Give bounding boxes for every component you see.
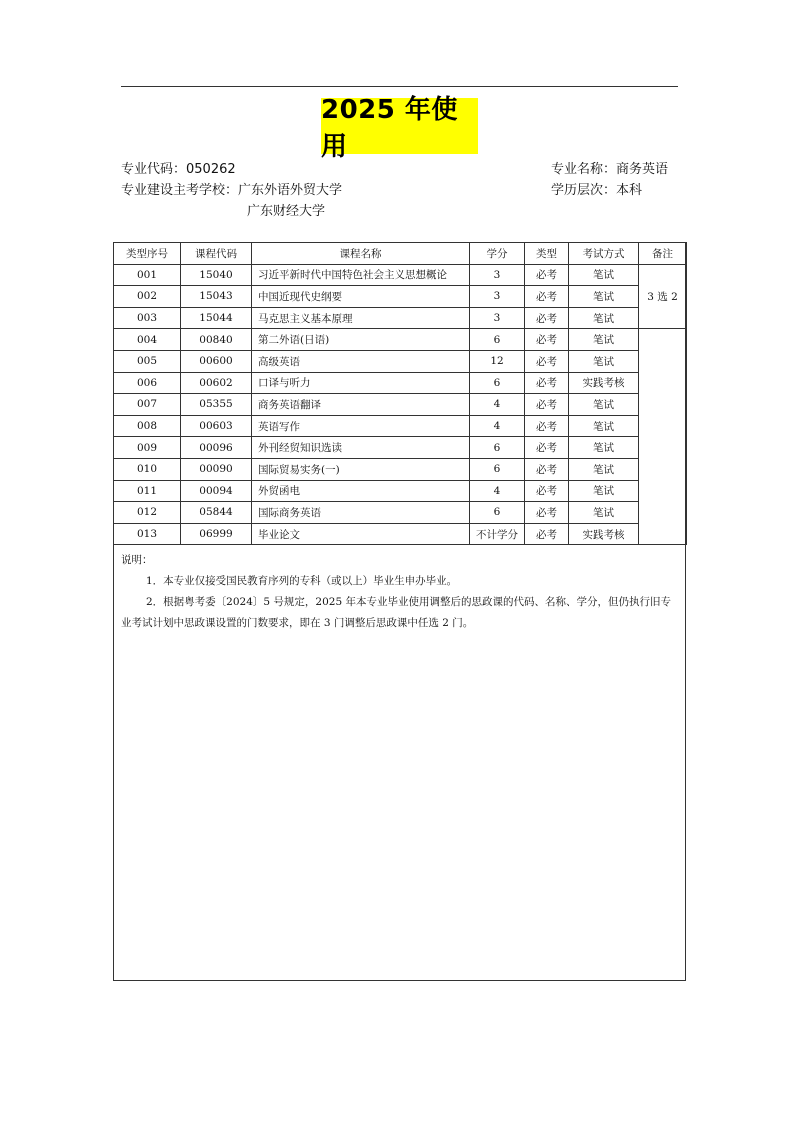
cell-no: 009 [114,437,181,459]
cell-code: 15040 [181,264,252,286]
cell-no: 008 [114,415,181,437]
table-row [114,264,687,286]
cell-code: 00096 [181,437,252,459]
table-row [114,350,687,372]
meta-right [551,160,668,202]
table-row [114,415,687,437]
cell-name: 中国近现代史纲要 [252,286,470,308]
cell-name: 口译与听力 [252,372,470,394]
cell-type: 必考 [525,329,569,351]
table-row [114,437,687,459]
cell-credit: 3 [470,307,525,329]
cell-name: 马克思主义基本原理 [252,307,470,329]
cell-code: 15044 [181,307,252,329]
cell-type: 必考 [525,437,569,459]
header-exam: 考试方式 [569,243,639,265]
cell-type: 必考 [525,415,569,437]
main-school: 专业建设主考学校：广东外语外贸大学 [121,183,343,198]
cell-name: 外刊经贸知识选读 [252,437,470,459]
cell-exam: 笔试 [569,480,639,502]
cell-no: 004 [114,329,181,351]
cell-code: 00600 [181,350,252,372]
cell-credit: 6 [470,502,525,524]
cell-credit: 12 [470,350,525,372]
header-code: 课程代码 [181,243,252,265]
cell-no: 003 [114,307,181,329]
cell-code: 06999 [181,523,252,545]
header-no: 类型序号 [114,243,181,265]
cell-name: 商务英语翻译 [252,394,470,416]
cell-no: 013 [114,523,181,545]
cell-exam: 笔试 [569,286,639,308]
cell-credit: 6 [470,458,525,480]
cell-exam: 笔试 [569,394,639,416]
cell-credit: 6 [470,437,525,459]
table-row [114,372,687,394]
cell-no: 006 [114,372,181,394]
cell-code: 00094 [181,480,252,502]
header-type: 类型 [525,243,569,265]
table-row [114,307,687,329]
cell-exam: 实践考核 [569,523,639,545]
top-rule [121,86,678,87]
table-row [114,502,687,524]
note-1: 1．本专业仅接受国民教育序列的专科（或以上）毕业生申办毕业。 [146,575,458,587]
cell-exam: 实践考核 [569,372,639,394]
course-table [113,242,687,545]
cell-credit: 3 [470,286,525,308]
cell-no: 011 [114,480,181,502]
cell-code: 15043 [181,286,252,308]
cell-type: 必考 [525,286,569,308]
cell-name: 高级英语 [252,350,470,372]
cell-name: 第二外语(日语) [252,329,470,351]
header-remark: 备注 [639,243,687,265]
cell-type: 必考 [525,350,569,372]
cell-type: 必考 [525,502,569,524]
cell-credit: 4 [470,480,525,502]
cell-no: 005 [114,350,181,372]
table-row [114,394,687,416]
cell-exam: 笔试 [569,350,639,372]
cell-credit: 3 [470,264,525,286]
cell-name: 国际商务英语 [252,502,470,524]
cell-no: 007 [114,394,181,416]
cell-no: 012 [114,502,181,524]
cell-exam: 笔试 [569,502,639,524]
table-row [114,523,687,545]
cell-no: 002 [114,286,181,308]
cell-no: 010 [114,458,181,480]
cell-remark-group: 3 选 2 [639,264,687,329]
major-code: 专业代码：050262 [121,162,236,177]
cell-name: 习近平新时代中国特色社会主义思想概论 [252,264,470,286]
cell-code: 00090 [181,458,252,480]
cell-type: 必考 [525,372,569,394]
cell-name: 国际贸易实务(一) [252,458,470,480]
notes-heading: 说明： [121,554,153,566]
header-name: 课程名称 [252,243,470,265]
cell-exam: 笔试 [569,437,639,459]
major-name: 专业名称：商务英语 [551,162,669,177]
table-row [114,458,687,480]
table-row [114,286,687,308]
cell-credit: 6 [470,329,525,351]
cell-no: 001 [114,264,181,286]
cell-name: 英语写作 [252,415,470,437]
cell-credit: 不计学分 [470,523,525,545]
cell-type: 必考 [525,394,569,416]
main-school-2: 广东财经大学 [247,204,326,219]
notes [121,550,681,634]
cell-exam: 笔试 [569,264,639,286]
cell-remark-empty [639,329,687,545]
cell-type: 必考 [525,264,569,286]
cell-code: 05355 [181,394,252,416]
cell-code: 00840 [181,329,252,351]
cell-name: 毕业论文 [252,523,470,545]
cell-code: 00602 [181,372,252,394]
cell-credit: 4 [470,394,525,416]
cell-type: 必考 [525,307,569,329]
table-row [114,329,687,351]
note-2: 2．根据粤考委〔2024〕5 号规定，2025 年本专业毕业使用调整后的思政课的代码、名称、学分，但仍执行旧专业考试计划中思政课设置的门数要求，即在 3 门调整后思政课中任选 2 门。 [121,596,671,629]
page-title: 2025 年使用 [321,98,478,154]
cell-type: 必考 [525,523,569,545]
cell-exam: 笔试 [569,329,639,351]
cell-exam: 笔试 [569,415,639,437]
cell-type: 必考 [525,480,569,502]
cell-code: 05844 [181,502,252,524]
cell-code: 00603 [181,415,252,437]
table-header-row [114,243,687,265]
header-credit: 学分 [470,243,525,265]
cell-type: 必考 [525,458,569,480]
education-level: 学历层次：本科 [551,183,643,198]
cell-exam: 笔试 [569,307,639,329]
cell-name: 外贸函电 [252,480,470,502]
cell-exam: 笔试 [569,458,639,480]
table-row [114,480,687,502]
meta-left [121,160,342,223]
cell-credit: 6 [470,372,525,394]
cell-credit: 4 [470,415,525,437]
